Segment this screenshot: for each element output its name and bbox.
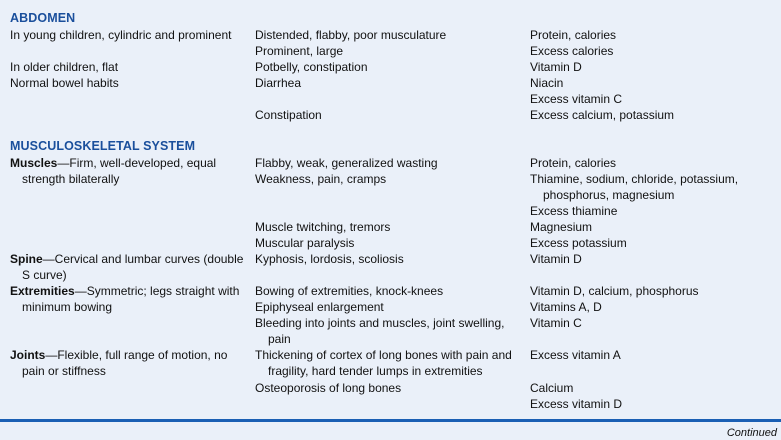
- nutrient-vitamin-d-calcium-phosphorus: Vitamin D, calcium, phosphorus: [530, 284, 699, 298]
- nutrient-thiamine-group-cont: phosphorus, magnesium: [543, 188, 675, 202]
- nutrient-protein-calories: Protein, calories: [530, 28, 617, 42]
- joints-desc: —Flexible, full range of motion, no: [45, 348, 228, 362]
- nutrient-excess-vitamin-c: Excess vitamin C: [530, 92, 623, 106]
- sign-kyphosis: Kyphosis, lordosis, scoliosis: [255, 252, 404, 266]
- abdomen-heading: ABDOMEN: [10, 11, 76, 25]
- nutrient-excess-vitamin-d: Excess vitamin D: [530, 397, 623, 411]
- nutrient-magnesium: Magnesium: [530, 220, 593, 234]
- extremities-desc-cont: minimum bowing: [22, 300, 113, 314]
- sign-constipation: Constipation: [255, 108, 322, 122]
- footer-rule: [0, 419, 781, 422]
- abdomen-older-children: In older children, flat: [10, 60, 119, 74]
- spine-desc: —Cervical and lumbar curves (double: [42, 252, 244, 266]
- abdomen-bowel-habits: Normal bowel habits: [10, 76, 119, 90]
- nutrient-excess-thiamine: Excess thiamine: [530, 204, 618, 218]
- muscles-desc: —Firm, well-developed, equal: [57, 156, 217, 170]
- sign-paralysis: Muscular paralysis: [255, 236, 355, 250]
- continued-label: Continued: [726, 427, 777, 439]
- sign-thickening-cont: fragility, hard tender lumps in extremities: [268, 364, 483, 378]
- sign-thickening: Thickening of cortex of long bones with pain and: [255, 348, 512, 362]
- extremities-desc: —Symmetric; legs straight with: [74, 284, 240, 298]
- musculoskeletal-heading: MUSCULOSKELETAL SYSTEM: [10, 139, 196, 153]
- extremities-entry: [10, 283, 239, 299]
- nutrient-excess-calories: Excess calories: [530, 44, 614, 58]
- spine-desc-cont: S curve): [22, 268, 67, 282]
- abdomen-young-children: In young children, cylindric and prominent: [10, 28, 232, 42]
- nutrient-excess-vitamin-a: Excess vitamin A: [530, 348, 621, 362]
- nutrient-calcium: Calcium: [530, 381, 574, 395]
- joints-entry: [10, 347, 227, 363]
- nutrient-excess-potassium: Excess potassium: [530, 236, 627, 250]
- nutrient-vitamin-d: Vitamin D: [530, 60, 582, 74]
- sign-weakness: Weakness, pain, cramps: [255, 172, 387, 186]
- nutrient-vitamins-a-d: Vitamins A, D: [530, 300, 602, 314]
- nutrient-excess-calcium-potassium: Excess calcium, potassium: [530, 108, 675, 122]
- sign-prominent: Prominent, large: [255, 44, 344, 58]
- sign-bleeding-cont: pain: [268, 332, 291, 346]
- sign-diarrhea: Diarrhea: [255, 76, 302, 90]
- sign-bleeding: Bleeding into joints and muscles, joint swelling,: [255, 316, 505, 330]
- joints-desc-cont: pain or stiffness: [22, 364, 106, 378]
- sign-osteoporosis: Osteoporosis of long bones: [255, 381, 402, 395]
- muscles-desc-cont: strength bilaterally: [22, 172, 120, 186]
- spine-entry: [10, 251, 243, 267]
- sign-epiphyseal: Epiphyseal enlargement: [255, 300, 384, 314]
- nutrient-protein-calories-ms: Protein, calories: [530, 156, 617, 170]
- muscles-term: Muscles: [10, 156, 58, 170]
- spine-term: Spine: [10, 252, 43, 266]
- nutrient-niacin: Niacin: [530, 76, 564, 90]
- sign-flabby: Flabby, weak, generalized wasting: [255, 156, 438, 170]
- nutrient-thiamine-group: Thiamine, sodium, chloride, potassium,: [530, 172, 739, 186]
- extremities-term: Extremities: [10, 284, 75, 298]
- sign-twitching: Muscle twitching, tremors: [255, 220, 391, 234]
- nutrient-vitamin-d-ms: Vitamin D: [530, 252, 582, 266]
- nutrient-vitamin-c: Vitamin C: [530, 316, 582, 330]
- sign-potbelly: Potbelly, constipation: [255, 60, 368, 74]
- sign-distended: Distended, flabby, poor musculature: [255, 28, 447, 42]
- sign-bowing: Bowing of extremities, knock-knees: [255, 284, 444, 298]
- muscles-entry: [10, 155, 216, 171]
- joints-term: Joints: [10, 348, 46, 362]
